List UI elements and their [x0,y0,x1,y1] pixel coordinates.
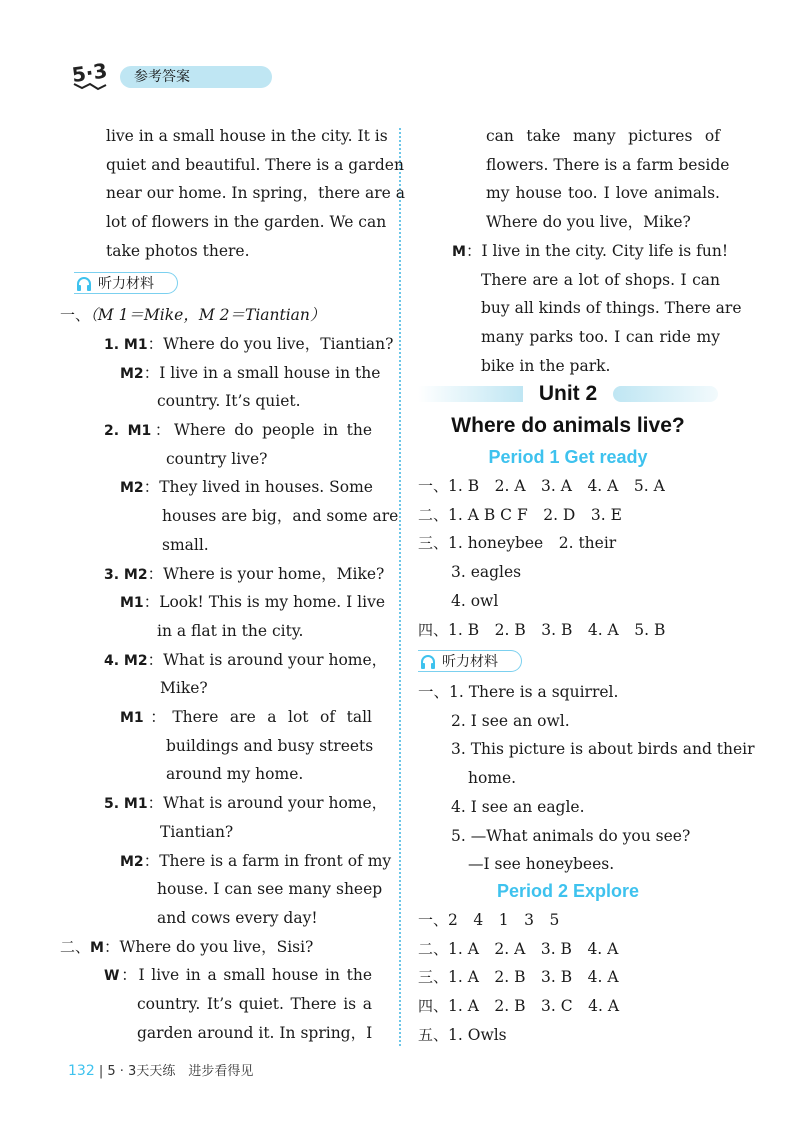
unit-title: Unit 2 [538,382,598,405]
answer-text: 1. B 2. B 3. B 4. A 5. B [448,620,666,639]
section-label: 二、 [60,937,91,956]
roles-note: （M 1＝Mike，M 2＝Tiantian） [90,306,326,324]
svg-text:5·3: 5·3 [70,58,109,88]
dialogue-line [104,416,372,445]
dialogue-text: ：I live in the city. City life is fun! [465,241,729,260]
section-label: 四、 [418,997,449,1016]
speaker-label: M2 [120,365,144,382]
period-2-heading: Period 2 Explore [496,881,640,901]
dialogue-line: country live? [166,449,268,468]
dialogue-line: Tiantian? [160,822,234,841]
answer-text: 1. honeybee 2. their [448,534,617,553]
dialogue-line: garden around it. In spring，I [137,1023,373,1042]
answer-row [418,963,619,992]
dialogue-text: ：I live in a small house in the [119,966,372,985]
speaker-label: M1 [120,710,144,726]
section-label: 一、 [418,911,449,929]
answer-row [418,935,618,964]
listening-line: 一、1. There is a squirrel. [418,683,619,701]
dialogue-line [104,560,384,589]
dialogue-line [60,933,313,962]
dialogue-text: ：Where do people in the [151,421,373,439]
dialogue-line: many parks too. I can ride my [481,327,720,346]
answer-text: 1. Owls [448,1025,507,1044]
dialogue-line [104,330,393,359]
dialogue-line: houses are big，and some are [162,507,399,526]
dialogue-line: can take many pictures of [486,127,720,145]
dialogue-line: country. It’s quiet. There is a [137,995,372,1013]
answer-text: 1. A B C F 2. D 3. E [448,505,622,524]
dialogue-text: ：They lived in houses. Some [143,478,373,497]
dialogue-line: buildings and busy streets [166,736,374,755]
headphones-icon [420,654,436,670]
section-label: 一、 [60,306,91,324]
listening-material-tag [74,272,178,294]
answer-row [418,472,665,501]
dialogue-text: ：I live in a small house in the [143,363,381,382]
answer-row: 3. eagles [451,563,522,582]
dialogue-line: house. I can see many sheep [157,880,383,899]
answer-text: 1. B 2. A 3. A 4. A 5. A [448,477,665,495]
dialogue-line [120,588,386,617]
dialogue-line [104,789,388,818]
dialogue-line: country. It’s quiet. [157,392,301,411]
section-label: 四、 [418,620,449,639]
listening-material-tag [418,650,522,672]
dialogue-line [452,237,729,266]
logo-icon [68,54,122,94]
dialogue-line [120,703,372,732]
dialogue-line: in a flat in the city. [157,621,304,640]
listening-material-label: 听力材料 [98,276,154,292]
answer-row [418,529,616,558]
listening-line: home. [468,769,517,788]
column-divider [399,128,401,1046]
dialogue-text: ：There are a lot of tall [143,708,372,726]
footer-separator: | [98,1064,108,1079]
section-label: 五、 [418,1025,449,1044]
answer-key-tag: 参考答案 [120,66,272,88]
section-label: 三、 [418,968,449,987]
listening-line: —I see honeybees. [468,855,615,874]
dialogue-text: ：There is a farm in front of my [143,851,392,870]
answer-row [418,501,622,530]
passage-line: live in a small house in the city. It is [106,127,388,145]
answer-text: 1. A 2. B 3. C 4. A [448,997,620,1016]
headphones-icon [76,276,92,292]
dialogue-text: ：Where do you live，Tiantian? [147,335,394,353]
speaker-label: M1 [120,595,144,612]
speaker-label: M2 [120,480,144,497]
answer-text: 1. A 2. B 3. B 4. A [448,968,619,987]
answer-text: 1. A 2. A 3. B 4. A [448,939,619,958]
answer-text: 2 4 1 3 5 [448,911,560,929]
dialogue-line [120,359,381,388]
dialogue-line [104,646,388,675]
dialogue-line [104,961,372,990]
answer-row [418,1021,507,1050]
answer-row [418,906,559,935]
dialogue-line: flowers. There is a farm beside [486,155,730,174]
section-1-header [60,301,325,330]
listening-line: 3. This picture is about birds and their [451,740,755,759]
page-number: 132 [68,1063,95,1079]
speaker-label: M [452,243,466,260]
period-1-heading: Period 1 Get ready [488,447,648,467]
unit-subtitle: Where do animals live? [451,414,685,437]
listening-line: 2. I see an owl. [451,711,570,730]
dialogue-line: and cows every day! [157,908,318,927]
dialogue-line: around my home. [166,765,304,784]
listening-line: 4. I see an eagle. [451,797,585,816]
answer-row: 4. owl [451,591,499,610]
dialogue-line [120,847,392,876]
answer-row [418,616,665,645]
speaker-label: 1. M1 [104,337,148,353]
dialogue-text: ：What is around your home， [147,650,388,669]
speaker-label: 4. M2 [104,652,148,669]
dialogue-line: small. [162,535,209,554]
dialogue-line: There are a lot of shops. I can [481,270,720,289]
section-label: 二、 [418,939,449,958]
listening-material-label: 听力材料 [442,654,498,670]
speaker-label: W [104,968,120,985]
dialogue-text: ：Where is your home，Mike? [147,564,385,583]
dialogue-text: ：What is around your home， [147,794,388,813]
page-footer [68,1060,253,1079]
dialogue-line: Where do you live，Mike? [486,213,691,232]
speaker-label: 3. M2 [104,566,148,583]
section-label: 二、 [418,505,449,524]
section-label: 三、 [418,534,449,553]
speaker-label: M [90,939,104,956]
dialogue-line: my house too. I love animals. [486,184,720,203]
passage-line: near our home. In spring，there are a [106,184,405,203]
answer-row [418,992,619,1021]
dialogue-line: buy all kinds of things. There are [481,299,742,318]
dialogue-line: bike in the park. [481,356,611,375]
speaker-label: 2. M1 [104,423,152,439]
speaker-label: 5. M1 [104,796,148,813]
passage-line: quiet and beautiful. There is a garden [106,155,404,174]
dialogue-text: ：Look! This is my home. I live [143,593,386,612]
speaker-label: M2 [120,853,144,870]
dialogue-line [120,473,372,502]
passage-line: lot of flowers in the garden. We can [106,213,387,232]
passage-line: take photos there. [106,241,250,260]
dialogue-text: ：Where do you live，Sisi? [103,937,314,956]
section-label: 一、 [418,477,449,495]
listening-line: 5. —What animals do you see? [451,826,691,845]
dialogue-line: Mike? [160,679,208,698]
series-title: 5 · 3天天练 进步看得见 [107,1064,254,1079]
